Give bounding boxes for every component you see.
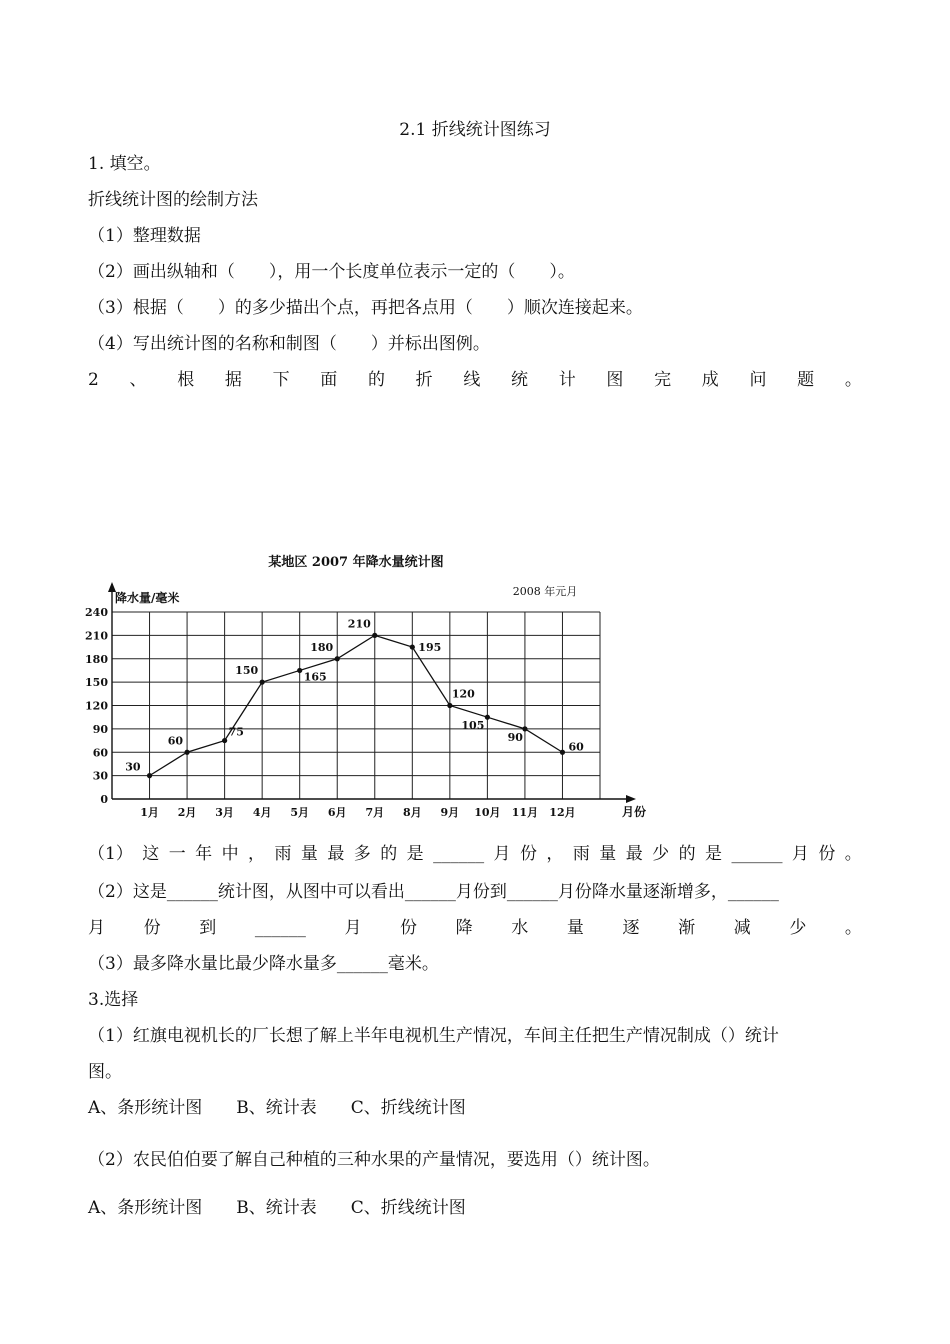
y-tick-label: 120	[85, 699, 108, 713]
text-segment: 少	[652, 844, 670, 864]
text-segment: 的	[367, 370, 385, 390]
text-segment: 月	[791, 844, 809, 864]
q3-item-2: （2）农民伯伯要了解自己种植的三种水果的产量情况，要选用（）统计图。	[88, 1150, 660, 1170]
q2-question-1	[88, 842, 862, 866]
page-title: 2.1 折线统计图练习	[399, 120, 551, 140]
text-segment: 少	[789, 918, 807, 938]
text-segment: ，	[546, 844, 564, 864]
y-tick-label: 240	[85, 606, 108, 619]
text-segment: 渐	[678, 918, 696, 938]
x-tick-label: 8月	[402, 806, 422, 819]
text-segment: 题	[797, 370, 815, 390]
text-segment: 减	[733, 918, 751, 938]
rainfall-line-chart	[85, 550, 648, 832]
text-segment: 。	[844, 918, 862, 938]
q2-question-2-line-2	[88, 916, 862, 940]
text-segment: 量	[566, 918, 584, 938]
data-point	[485, 715, 490, 720]
q1-step-3: （3）根据（ ）的多少描出个点，再把各点用（ ）顺次连接起来。	[88, 298, 643, 318]
data-label: 105	[461, 719, 485, 733]
data-label: 165	[303, 670, 327, 684]
data-label: 180	[310, 640, 334, 654]
data-label: 120	[451, 687, 475, 701]
text-segment: 成	[701, 370, 719, 390]
q3-item-2-options: A、条形统计图 B、统计表 C、折线统计图	[88, 1198, 466, 1218]
x-tick-label: 5月	[290, 806, 310, 819]
y-tick-label: 210	[85, 629, 108, 643]
text-segment: 份	[519, 844, 537, 864]
text-segment: 是	[406, 844, 424, 864]
q2-question-3: （3）最多降水量比最少降水量多______毫米。	[88, 954, 439, 974]
text-segment: 年	[195, 844, 213, 864]
x-axis-arrow	[626, 795, 636, 803]
data-point	[297, 668, 302, 673]
text-segment: 折	[415, 370, 433, 390]
text-segment: 雨	[274, 844, 292, 864]
data-label: 210	[347, 617, 371, 631]
data-label: 30	[125, 760, 141, 774]
text-segment: 这	[142, 844, 160, 864]
data-point	[184, 750, 189, 755]
q3-item-1-line-1: （1）红旗电视机长的厂长想了解上半年电视机生产情况，车间主任把生产情况制成（）统计	[88, 1026, 779, 1046]
text-segment: 逐	[622, 918, 640, 938]
x-tick-label: 9月	[440, 806, 460, 819]
x-tick-label: 1月	[140, 806, 159, 819]
data-point	[222, 738, 227, 743]
y-tick-label: 0	[100, 793, 108, 806]
text-segment: ，	[248, 844, 266, 864]
text-segment: 的	[380, 844, 398, 864]
text-segment: 根	[177, 370, 195, 390]
text-segment: 线	[463, 370, 481, 390]
text-segment: 一	[168, 844, 186, 864]
x-tick-label: 10月	[474, 806, 501, 819]
x-tick-label: 3月	[215, 806, 234, 819]
y-tick-label: 30	[92, 769, 108, 783]
x-tick-label: 6月	[327, 806, 347, 819]
x-tick-label: 11月	[511, 806, 539, 819]
text-segment: 图	[606, 370, 624, 390]
data-point	[447, 703, 452, 708]
text-segment: 到	[199, 918, 217, 938]
text-segment: 份	[400, 918, 418, 938]
text-segment: 月	[493, 844, 511, 864]
q2-question-2-line-1: （2）这是______统计图，从图中可以看出______月份到______月份降水量逐渐增多，______	[88, 882, 779, 902]
chart-title: 某地区 2007 年降水量统计图	[268, 555, 444, 570]
text-segment: 。	[844, 370, 862, 390]
q1-heading: 1. 填空。	[88, 154, 161, 174]
text-segment: 计	[558, 370, 576, 390]
text-segment: 是	[705, 844, 723, 864]
text-segment: （1）	[88, 844, 133, 864]
y-tick-label: 180	[85, 652, 108, 666]
text-segment: 多	[353, 844, 371, 864]
data-label: 150	[235, 664, 259, 678]
text-segment: 份	[818, 844, 836, 864]
data-label: 60	[167, 734, 184, 748]
q2-heading	[88, 368, 862, 392]
data-point	[260, 680, 265, 685]
text-segment: 、	[129, 370, 147, 390]
x-tick-label: 12月	[549, 806, 576, 819]
text-segment: 统	[511, 370, 529, 390]
q1-step-2: （2）画出纵轴和（ ），用一个长度单位表示一定的（ ）。	[88, 262, 575, 282]
text-segment: 下	[272, 370, 290, 390]
data-point	[560, 750, 565, 755]
text-segment: ______	[254, 918, 306, 938]
text-segment: 问	[749, 370, 767, 390]
q3-heading: 3.选择	[88, 990, 139, 1010]
text-segment: 最	[327, 844, 345, 864]
text-segment: 月	[88, 918, 105, 938]
x-tick-label: 7月	[365, 806, 385, 819]
text-segment: 面	[320, 370, 338, 390]
data-point	[522, 726, 527, 731]
data-label: 90	[507, 730, 523, 744]
text-segment: 份	[143, 918, 161, 938]
text-segment: 降	[455, 918, 473, 938]
text-segment: 完	[654, 370, 672, 390]
data-point	[335, 656, 340, 661]
text-segment: ______	[433, 844, 485, 864]
text-segment: 的	[678, 844, 696, 864]
text-segment: 雨	[572, 844, 590, 864]
x-tick-label: 2月	[177, 806, 197, 819]
text-segment: 中	[221, 844, 239, 864]
data-label: 60	[568, 740, 584, 754]
q1-step-4: （4）写出统计图的名称和制图（ ）并标出图例。	[88, 334, 490, 354]
text-segment: 量	[599, 844, 617, 864]
q1-step-1: （1）整理数据	[88, 226, 201, 246]
data-label: 75	[228, 725, 244, 739]
text-segment: 2	[88, 370, 99, 390]
text-segment: 水	[511, 918, 529, 938]
y-tick-label: 150	[85, 676, 108, 690]
chart-grid	[112, 612, 600, 799]
text-segment: 最	[625, 844, 643, 864]
text-segment: 。	[844, 844, 862, 864]
text-segment: ______	[731, 844, 783, 864]
y-tick-label: 60	[92, 746, 108, 760]
x-axis-label: 月份	[622, 805, 647, 819]
data-point	[147, 773, 152, 778]
data-point	[410, 644, 415, 649]
text-segment: 据	[224, 370, 242, 390]
x-tick-label: 4月	[252, 806, 272, 819]
data-point	[372, 633, 377, 638]
text-segment: 月	[344, 918, 362, 938]
y-axis-label: 降水量/毫米	[115, 591, 180, 605]
text-segment: 量	[300, 844, 318, 864]
y-tick-label: 90	[92, 722, 108, 736]
q3-item-1-line-2: 图。	[88, 1062, 122, 1082]
data-label: 195	[418, 641, 442, 655]
q1-subheading: 折线统计图的绘制方法	[88, 190, 258, 210]
chart-date-note: 2008 年元月	[512, 585, 578, 598]
q3-item-1-options: A、条形统计图 B、统计表 C、折线统计图	[88, 1098, 466, 1118]
